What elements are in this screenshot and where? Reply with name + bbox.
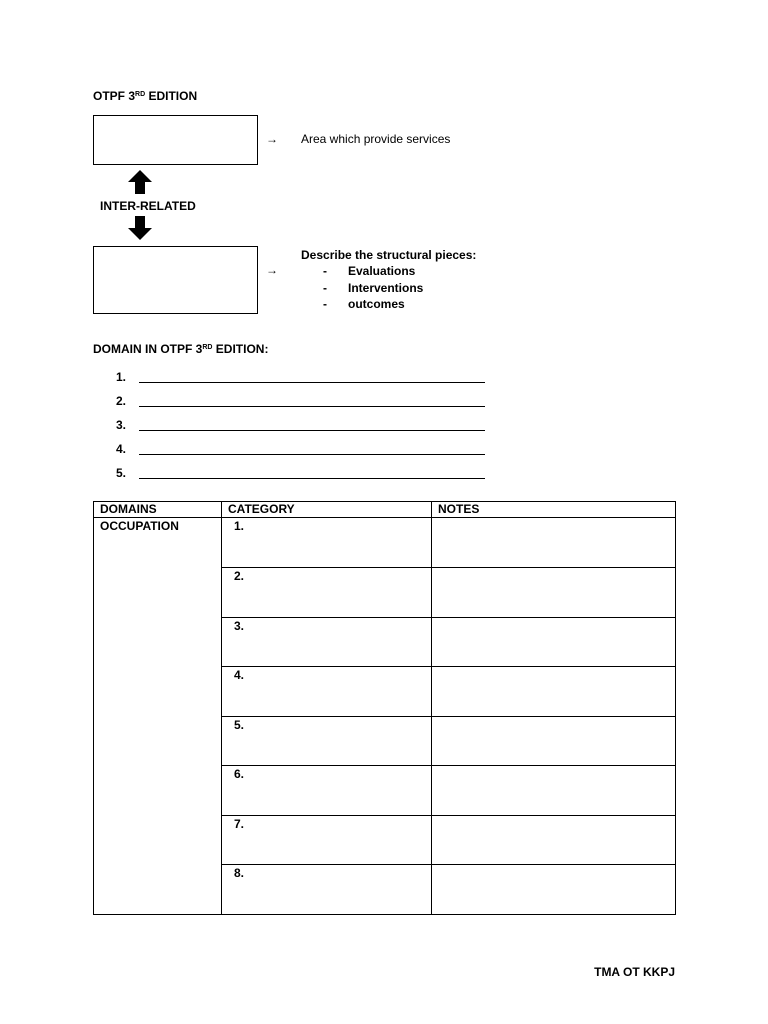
bottom-right-arrow-icon: → bbox=[266, 263, 278, 277]
bullet-dash: - bbox=[323, 264, 327, 278]
bottom-blank-box[interactable] bbox=[93, 246, 258, 314]
domain-line-number: 5. bbox=[116, 466, 127, 480]
domain-cell-occupation: OCCUPATION bbox=[94, 518, 222, 915]
category-cell[interactable]: 5. bbox=[222, 717, 432, 766]
down-arrow-icon bbox=[128, 216, 152, 240]
notes-cell[interactable] bbox=[432, 717, 676, 766]
domain-line-2 bbox=[116, 394, 126, 408]
top-box-description: Area which provide services bbox=[301, 132, 451, 146]
domain-line-1 bbox=[116, 370, 126, 384]
domain-title-sup: RD bbox=[202, 344, 213, 351]
notes-cell[interactable] bbox=[432, 667, 676, 717]
notes-cell[interactable] bbox=[432, 518, 676, 568]
list-item-text: Evaluations bbox=[348, 264, 416, 278]
header-category: CATEGORY bbox=[222, 502, 432, 518]
category-cell[interactable]: 8. bbox=[222, 865, 432, 915]
notes-cell[interactable] bbox=[432, 816, 676, 865]
domain-title-suffix: EDITION: bbox=[212, 342, 269, 356]
up-arrow-icon bbox=[128, 170, 152, 194]
list-item bbox=[301, 264, 501, 281]
category-cell[interactable]: 4. bbox=[222, 667, 432, 717]
structural-pieces-list bbox=[301, 264, 501, 314]
notes-cell[interactable] bbox=[432, 865, 676, 915]
domain-line-blank[interactable] bbox=[139, 442, 485, 455]
domain-line-blank[interactable] bbox=[139, 418, 485, 431]
list-item bbox=[301, 297, 501, 314]
domain-title bbox=[93, 342, 268, 356]
notes-cell[interactable] bbox=[432, 618, 676, 667]
top-blank-box[interactable] bbox=[93, 115, 258, 165]
header-domains: DOMAINS bbox=[94, 502, 222, 518]
domain-line-number: 1. bbox=[116, 370, 127, 384]
otpf-title-sup: RD bbox=[135, 91, 146, 98]
table-row bbox=[94, 518, 676, 568]
domain-line-4 bbox=[116, 442, 126, 456]
category-cell[interactable]: 3. bbox=[222, 618, 432, 667]
category-cell[interactable]: 2. bbox=[222, 568, 432, 618]
top-right-arrow-icon: → bbox=[266, 132, 278, 146]
bullet-dash: - bbox=[323, 297, 327, 311]
otpf-title bbox=[93, 89, 197, 103]
category-cell[interactable]: 1. bbox=[222, 518, 432, 568]
domain-line-blank[interactable] bbox=[139, 466, 485, 479]
inter-related-label: INTER-RELATED bbox=[100, 199, 196, 213]
domain-line-5 bbox=[116, 466, 126, 480]
list-item-text: Interventions bbox=[348, 280, 424, 295]
domain-line-3 bbox=[116, 418, 126, 432]
otpf-title-prefix: OTPF 3 bbox=[93, 89, 136, 103]
category-cell[interactable]: 7. bbox=[222, 816, 432, 865]
notes-cell[interactable] bbox=[432, 568, 676, 618]
category-cell[interactable]: 6. bbox=[222, 766, 432, 816]
footer-label: TMA OT KKPJ bbox=[594, 965, 675, 979]
domain-line-blank[interactable] bbox=[139, 370, 485, 383]
domain-line-number: 3. bbox=[116, 418, 127, 432]
list-item-text: outcomes bbox=[348, 297, 405, 311]
domain-line-number: 4. bbox=[116, 442, 127, 456]
domain-line-blank[interactable] bbox=[139, 394, 485, 407]
domain-line-number: 2. bbox=[116, 394, 127, 408]
domains-table bbox=[93, 501, 676, 915]
bottom-box-description: Describe the structural pieces: bbox=[301, 248, 477, 262]
notes-cell[interactable] bbox=[432, 766, 676, 816]
list-item bbox=[301, 281, 501, 298]
otpf-title-suffix: EDITION bbox=[145, 89, 198, 103]
table-header-row bbox=[94, 502, 676, 518]
domain-title-prefix: DOMAIN IN OTPF 3 bbox=[93, 342, 203, 356]
bullet-dash: - bbox=[323, 280, 327, 295]
header-notes: NOTES bbox=[432, 502, 676, 518]
